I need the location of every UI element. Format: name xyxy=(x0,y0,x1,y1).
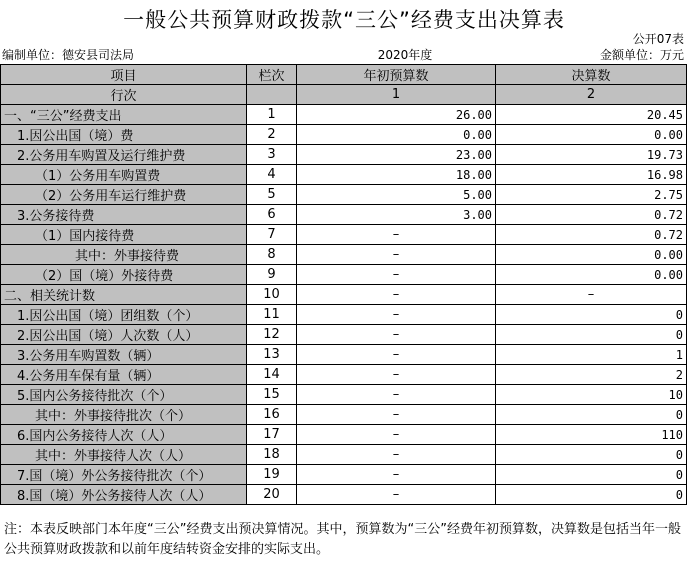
row-item-cell: 其中：外事接待人次（人） xyxy=(1,445,247,465)
row-budget-cell: – xyxy=(297,485,496,505)
form-code: 公开07表 xyxy=(632,32,684,46)
header-budget: 年初预算数 xyxy=(297,65,496,85)
amount-unit: 金额单位：万元 xyxy=(599,48,684,62)
row-final-cell: 2 xyxy=(496,365,687,385)
row-item-cell: 3.公务接待费 xyxy=(1,205,247,225)
row-code-cell: 9 xyxy=(247,265,297,285)
row-code-cell: 7 xyxy=(247,225,297,245)
row-item-cell: 8.国（境）外公务接待人次（人） xyxy=(1,485,247,505)
row-budget-cell: – xyxy=(297,365,496,385)
fiscal-year: 2020年度 xyxy=(377,48,433,62)
row-budget-cell: – xyxy=(297,225,496,245)
table-row xyxy=(1,325,687,345)
row-item-cell: （2）公务用车运行维护费 xyxy=(1,185,247,205)
row-final-cell: 1 xyxy=(496,345,687,365)
table-row xyxy=(1,385,687,405)
header-final: 决算数 xyxy=(496,65,687,85)
table-row xyxy=(1,145,687,165)
table-row xyxy=(1,165,687,185)
row-budget-cell: 5.00 xyxy=(297,185,496,205)
row-final-cell: – xyxy=(496,285,687,305)
row-budget-cell: – xyxy=(297,465,496,485)
row-code-cell: 10 xyxy=(247,285,297,305)
row-final-cell: 0 xyxy=(496,445,687,465)
row-budget-cell: 3.00 xyxy=(297,205,496,225)
row-code-cell: 17 xyxy=(247,425,297,445)
row-code-cell: 2 xyxy=(247,125,297,145)
table-row xyxy=(1,285,687,305)
table-row xyxy=(1,425,687,445)
row-final-cell: 0.00 xyxy=(496,125,687,145)
row-budget-cell: 0.00 xyxy=(297,125,496,145)
row-final-cell: 0 xyxy=(496,405,687,425)
row-final-cell: 0.00 xyxy=(496,265,687,285)
row-budget-cell: – xyxy=(297,345,496,365)
table-row xyxy=(1,405,687,425)
table-row xyxy=(1,245,687,265)
row-item-cell: 4.公务用车保有量（辆） xyxy=(1,365,247,385)
row-code-cell: 15 xyxy=(247,385,297,405)
row-final-cell: 19.73 xyxy=(496,145,687,165)
row-budget-cell: – xyxy=(297,325,496,345)
row-budget-cell: – xyxy=(297,425,496,445)
table-row xyxy=(1,445,687,465)
row-code-cell: 14 xyxy=(247,365,297,385)
table-row xyxy=(1,105,687,125)
row-item-cell: （1）国内接待费 xyxy=(1,225,247,245)
row-item-cell: 1.因公出国（境）团组数（个） xyxy=(1,305,247,325)
row-final-cell: 10 xyxy=(496,385,687,405)
row-code-cell: 13 xyxy=(247,345,297,365)
row-code-cell: 11 xyxy=(247,305,297,325)
row-final-cell: 2.75 xyxy=(496,185,687,205)
row-item-cell: 5.国内公务接待批次（个） xyxy=(1,385,247,405)
row-budget-cell: 26.00 xyxy=(297,105,496,125)
row-budget-cell: 18.00 xyxy=(297,165,496,185)
row-item-cell: 其中：外事接待批次（个） xyxy=(1,405,247,425)
row-item-cell: 2.公务用车购置及运行维护费 xyxy=(1,145,247,165)
row-budget-cell: – xyxy=(297,405,496,425)
row-code-cell: 3 xyxy=(247,145,297,165)
table-row xyxy=(1,305,687,325)
table-row xyxy=(1,205,687,225)
row-budget-cell: – xyxy=(297,385,496,405)
row-item-cell: 1.因公出国（境）费 xyxy=(1,125,247,145)
table-row xyxy=(1,125,687,145)
row-budget-cell: – xyxy=(297,445,496,465)
row-code-cell: 6 xyxy=(247,205,297,225)
header-code: 栏次 xyxy=(247,65,297,85)
row-code-cell: 20 xyxy=(247,485,297,505)
row-item-cell: 7.国（境）外公务接待批次（个） xyxy=(1,465,247,485)
row-item-cell: 一、“三公”经费支出 xyxy=(1,105,247,125)
table-row xyxy=(1,465,687,485)
expenditure-table xyxy=(0,64,687,505)
row-code-cell: 1 xyxy=(247,105,297,125)
row-item-cell: （1）公务用车购置费 xyxy=(1,165,247,185)
row-code-cell: 18 xyxy=(247,445,297,465)
row-item-cell: 6.国内公务接待人次（人） xyxy=(1,425,247,445)
table-title: 一般公共预算财政拨款“三公”经费支出决算表 xyxy=(123,8,565,32)
row-code-cell: 12 xyxy=(247,325,297,345)
row-final-cell: 0.72 xyxy=(496,225,687,245)
row-final-cell: 0 xyxy=(496,485,687,505)
row-final-cell: 0 xyxy=(496,325,687,345)
table-row xyxy=(1,265,687,285)
organization: 编制单位：德安县司法局 xyxy=(2,48,135,62)
row-item-cell: 2.因公出国（境）人次数（人） xyxy=(1,325,247,345)
row-budget-cell: – xyxy=(297,265,496,285)
row-final-cell: 0 xyxy=(496,305,687,325)
table-row xyxy=(1,365,687,385)
row-code-cell: 8 xyxy=(247,245,297,265)
row-item-cell: 其中：外事接待费 xyxy=(1,245,247,265)
row-code-cell: 4 xyxy=(247,165,297,185)
row-item-cell: 3.公务用车购置数（辆） xyxy=(1,345,247,365)
row-code-cell: 5 xyxy=(247,185,297,205)
header-row xyxy=(1,65,687,85)
row-final-cell: 0.00 xyxy=(496,245,687,265)
header-blank xyxy=(247,85,297,105)
row-budget-cell: – xyxy=(297,305,496,325)
row-item-cell: 二、相关统计数 xyxy=(1,285,247,305)
row-final-cell: 20.45 xyxy=(496,105,687,125)
header-col1: 1 xyxy=(297,85,496,105)
row-code-cell: 16 xyxy=(247,405,297,425)
row-item-cell: （2）国（境）外接待费 xyxy=(1,265,247,285)
row-code-cell: 19 xyxy=(247,465,297,485)
row-final-cell: 110 xyxy=(496,425,687,445)
header-col2: 2 xyxy=(496,85,687,105)
header-row-label: 行次 xyxy=(1,85,247,105)
table-row xyxy=(1,185,687,205)
row-budget-cell: – xyxy=(297,245,496,265)
row-budget-cell: 23.00 xyxy=(297,145,496,165)
row-final-cell: 16.98 xyxy=(496,165,687,185)
row-final-cell: 0 xyxy=(496,465,687,485)
row-final-cell: 0.72 xyxy=(496,205,687,225)
table-row xyxy=(1,225,687,245)
row-budget-cell: – xyxy=(297,285,496,305)
header-index-row xyxy=(1,85,687,105)
header-item: 项目 xyxy=(1,65,247,85)
table-row xyxy=(1,345,687,365)
footnote: 注：本表反映部门本年度“三公”经费支出预决算情况。其中，预算数为“三公”经费年初预算数，决算数是包括当年一般公共预算财政拨款和以前年度结转资金安排的实际支出。 xyxy=(4,522,681,557)
table-row xyxy=(1,485,687,505)
